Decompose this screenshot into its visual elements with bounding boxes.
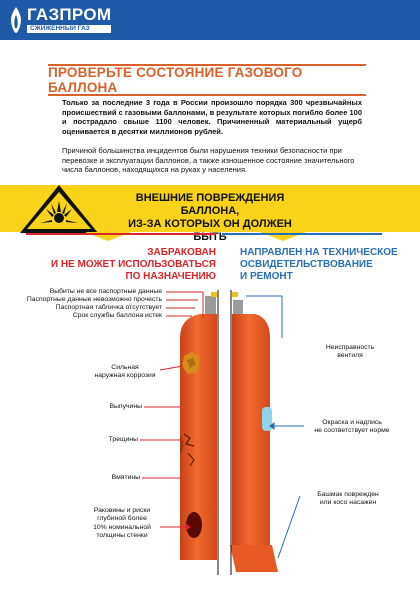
label-pitting-4: толщины стенки [96,532,148,540]
pitting-hole [186,512,202,538]
label-corrosion-2: наружная коррозия [94,372,156,380]
label-pitting-3: 10% номинальной [93,523,151,531]
valve-right [233,300,243,314]
banner-line-2: ИЗ-ЗА КОТОРЫХ ОН ДОЛЖЕН БЫТЬ [128,218,292,243]
label-corrosion-1: Сильная [111,364,139,371]
paint-damage-patch [262,407,272,431]
brand-tagline: СЖИЖЕННЫЙ ГАЗ [27,25,111,33]
label-passport-illegible: Паспортные данные невозможно прочесть [26,296,162,303]
inspection-line-2: ОСВИДЕТЕЛЬСТВОВАНИЕ [240,259,373,270]
label-service-life: Срок службы баллона истек [72,312,162,319]
inspection-line-1: НАПРАВЛЕН НА ТЕХНИЧЕСКОЕ [240,247,398,258]
label-paint [304,419,400,436]
rejected-line-3: ПО НАЗНАЧЕНИЮ [125,271,216,282]
label-corrosion [90,364,160,381]
label-passport-data: Выбиты не все паспортные данные [49,288,162,295]
label-shoe [300,491,396,508]
rejected-line-2: И НЕ МОЖЕТ ИСПОЛЬЗОВАТЬСЯ [50,259,216,270]
cause-paragraph: Причиной большинства инцидентов были нарушения техники безопасности при перевозке и эксплуатации баллонов, а также изношенное состояние значительного числа баллонов, находящихся на руках у населения. [62,146,355,175]
page-title: ПРОВЕРЬТЕ СОСТОЯНИЕ ГАЗОВОГО БАЛЛОНА [48,65,303,95]
label-pitting [84,507,160,541]
label-bulges: Выпучины [109,403,142,410]
label-pitting-1: Раковины и риски [93,507,151,514]
intro-paragraph: Только за последние 3 года в России произошло порядка 300 чрезвычайных происшествий с газовыми баллонами, в результате которых погибло более 100 и пострадало свыше 1100 человек. Причиненный материальный ущерб оценивается в десятки миллионов рублей. [62,98,362,136]
label-paint-2: не соответствует норме [314,427,390,435]
label-valve [304,344,396,361]
label-shoe-2: или косо насажен [319,499,377,507]
inspection-line-3: И РЕМОНТ [240,271,293,282]
label-paint-1: Окраска и надпись [322,419,382,426]
label-valve-1: Неисправность [325,344,375,351]
label-cracks: Трещины [108,436,138,443]
rejected-line-1: ЗАБРАКОВАН [147,247,216,258]
brand-name: ГАЗПРОМ [27,5,112,24]
label-pitting-2: глубиной более [97,515,147,523]
label-shoe-1: Башмак поврежден [317,491,379,498]
label-passport-plate: Паспортная табличка отсутствует [55,304,162,311]
label-dents: Вмятины [111,474,140,481]
cylinder-shoe [230,545,278,572]
label-valve-2: вентиля [337,352,363,360]
valve-left [205,296,216,314]
banner-line-1: ВНЕШНИЕ ПОВРЕЖДЕНИЯ БАЛЛОНА, [135,192,285,217]
